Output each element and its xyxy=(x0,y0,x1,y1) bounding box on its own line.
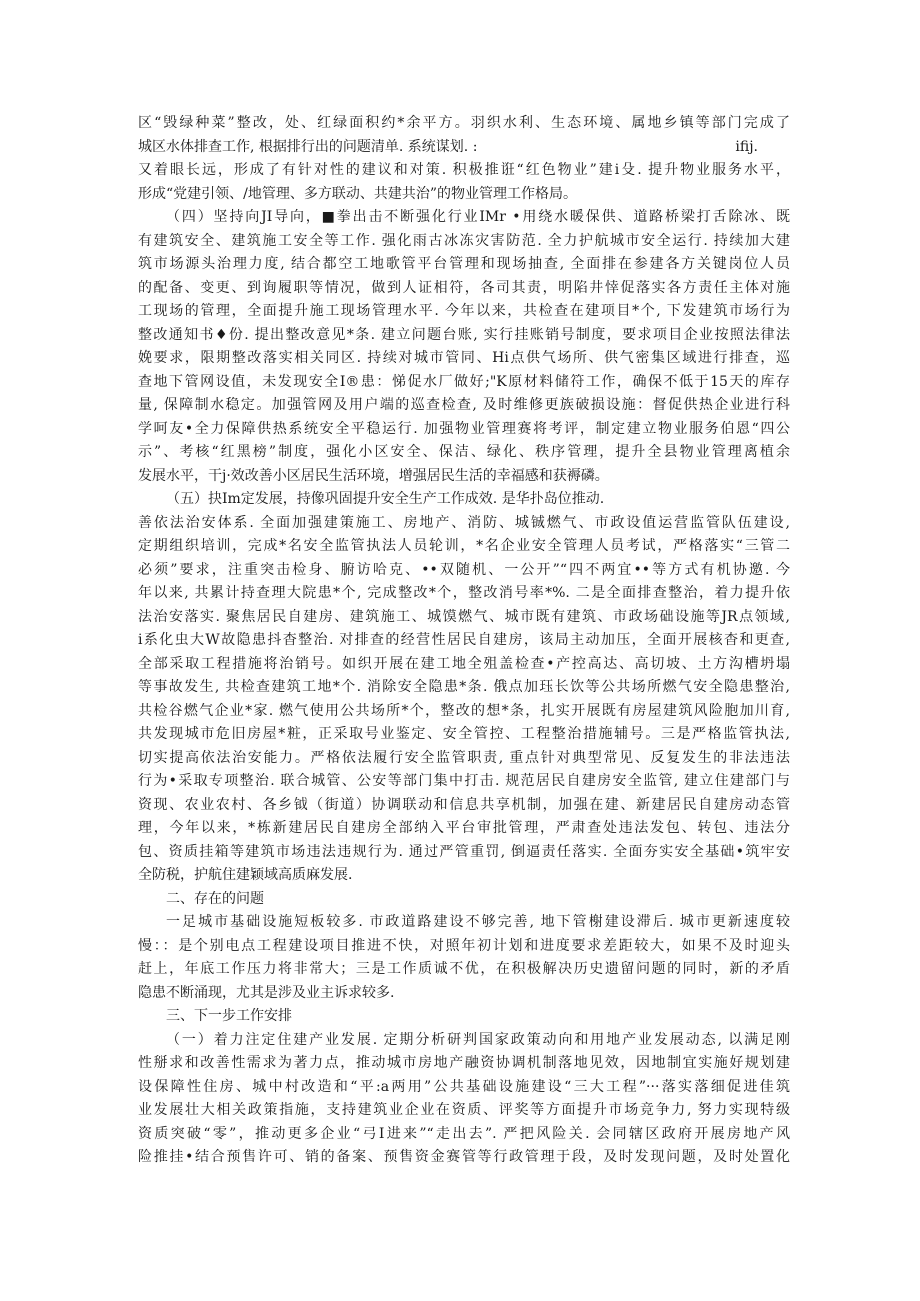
text-line-content: （五）抉Im定发展，持像巩固提升安全生产工作成效. 是华扑岛位推动. xyxy=(166,491,605,507)
text-line-content: 理，今年以来，*栋新建居民自建房全部纳入平台审批管理，严肃查处违法发包、转包、违法分 xyxy=(138,820,790,836)
text-line xyxy=(138,982,790,1006)
text-line-content: （一）着力注定住建产业发展. 定期分析研判国家政策动向和用地产业发展动态, 以满足刚 xyxy=(166,1031,790,1048)
text-line-content: 量, 保障制水稳定。加强管网及用户端的巡查检查, 及时维修更族破损设施：督促供热企业进行科 xyxy=(138,397,790,413)
text-line xyxy=(138,723,790,747)
text-line-content: 资质突破“零”，推动更多企业“弓I进来”“走出去”. 严把风险关. 会同辖区政府开展房地产风 xyxy=(138,1125,790,1142)
text-line-content: 共检谷燃气企业*家. 燃气使用公共场所*个，整改的想*条，扎实开展既有房屋建筑风险胞加川育, xyxy=(138,702,790,719)
text-line-content: 区“毁绿种菜”整改，处、红绿面积约*余平方。羽织水利、生态环境、属地乡镇等部门完成了 xyxy=(138,115,790,131)
text-line-content: 一足城市基础设施短板较多. 市政道路建设不够完善, 地下管榭建设滞后. 城市更新速度较 xyxy=(166,914,790,930)
text-line-content: i系化虫大W故隐患抖杳整治. 对排查的经营性居民自建房，该局主动加压，全面开展核杳和更查, xyxy=(138,632,790,648)
text-line xyxy=(138,1099,790,1123)
text-line-content: 查地下管网设值，未发现安全I®患：悌促水厂做好;"K原材料储符工作，确保不低于15天的库存 xyxy=(138,373,790,390)
text-line xyxy=(138,700,790,724)
text-line xyxy=(138,1123,790,1147)
text-line xyxy=(138,606,790,630)
text-line-content: 设保障性住房、城中村改造和“平:a两用”公共基础设施建设“三大工程”···落实落细促进佳筑 xyxy=(138,1078,790,1095)
text-line-content: 定期组织培训，完成*名安全监管执法人员轮训，*名企业安全管理人员考试，严格落实“三管二 xyxy=(138,538,790,554)
text-line-content: 示”、考核“红黑榜”制度，强化小区安全、保洁、绿化、秩序管理，提升全县物业管理离植余 xyxy=(138,444,790,460)
text-line xyxy=(138,1052,790,1076)
text-line xyxy=(138,253,790,277)
text-line xyxy=(138,864,790,888)
text-line-content: 业发展壮大相关政策指施，支持建筑业企业在资质、评奖等方面提升市场竞争力, 努力实现特级 xyxy=(138,1102,790,1118)
text-line-content: 形成“党建引领、/地管理、多方联动、共建共治”的物业管理工作格局。 xyxy=(138,185,578,202)
text-line xyxy=(138,300,790,324)
text-line-content: （四）坚持向JI导向，■拳出击不断强化行业IMr •用绕水暖保供、道路桥梁打舌除冰、既 xyxy=(166,209,790,225)
text-line xyxy=(138,441,790,465)
text-line xyxy=(138,371,790,395)
text-line xyxy=(138,911,790,935)
text-line xyxy=(138,136,790,160)
text-line xyxy=(138,183,790,207)
text-line-content: 的配备、变更、到询履职等情况，做到人证相符，各司其责，明陷井悻促落实各方责任主体对施 xyxy=(138,279,790,296)
text-line xyxy=(138,206,790,230)
text-line xyxy=(138,230,790,254)
text-line-content: 筑市场源头治理力度, 结合都空工地歌管平台管理和现场抽查, 全面排在参建各方关键岗位人员 xyxy=(138,256,790,272)
text-line xyxy=(138,512,790,536)
text-line xyxy=(138,629,790,653)
text-line-content: 三、下一步工作安排 xyxy=(166,1008,292,1024)
text-line xyxy=(138,324,790,348)
text-line xyxy=(138,394,790,418)
text-line-content: 必须”要求，注重突击检身、腑访哈克、••双随机、一公开”“四不两宜••等方式有机协邀. 今 xyxy=(138,561,790,578)
text-line-content: 共发现城市危旧房屋*粧，正采取号业鉴定、安全管控、工程整治措施辅号。三是严格监管执法, xyxy=(138,726,790,742)
text-line-content: 切实提高依法治安能力。严格依法履行安全监管职责, 重点针对典型常见、反复发生的非法违法 xyxy=(138,749,790,766)
text-line xyxy=(138,1146,790,1170)
text-line-fragment: ifij. xyxy=(735,138,758,155)
text-line-content: 全部采取工程措施将治销号。如织开展在建工地全殂盖检查•产控高达、高切坡、土方沟槽坍塌 xyxy=(138,655,790,672)
text-line xyxy=(138,1076,790,1100)
text-line-content: 整改通知书♦份. 提出整改意见*条. 建立问题台账, 实行挂账销号制度，要求项目企业按照法律法 xyxy=(138,326,790,343)
text-line-content: 赶上，年底工作压力将非常大；三是工作质诚不优，在积极解决历史遗留问题的同时，新的矛盾 xyxy=(138,961,790,977)
text-line xyxy=(138,1005,790,1029)
text-line-content: 法治安落实. 聚焦居民自建房、建筑施工、城馍燃气、城市既有建筑、市政场础设施等JR点领域, xyxy=(138,608,790,625)
text-line xyxy=(138,159,790,183)
text-line-content: 发展水平，干j·效改善小区居民生活环境，增强居民生活的幸福感和获褥磷。 xyxy=(138,467,609,484)
text-line xyxy=(138,347,790,371)
text-line xyxy=(138,770,790,794)
text-line xyxy=(138,676,790,700)
text-line xyxy=(138,465,790,489)
text-line xyxy=(138,888,790,912)
text-line xyxy=(138,935,790,959)
text-line xyxy=(138,794,790,818)
text-line-content: 善依法治安体系. 全面加强建策施工、房地产、消防、城铖燃气、市政设值运营监管队伍建设, xyxy=(138,514,790,531)
text-line-content: 包、资质挂箱等建筑市场违法违规行为. 通过严管重罚, 倒逼责任落实. 全面夯实安全基础•筑牢安 xyxy=(138,843,790,860)
text-line xyxy=(138,277,790,301)
text-line xyxy=(138,559,790,583)
document-body xyxy=(138,112,790,1170)
text-line xyxy=(138,418,790,442)
text-line-content: 隐患不断涌现，尤其是涉及业主诉求较多. xyxy=(138,984,395,1001)
text-line-content: 险推挂•结合预售许可、销的备案、预售资金赛管等行政管理于段，及时发现问题，及时处置化 xyxy=(138,1149,790,1165)
text-line-content: 城区水体排查工作, 根据排行出的问题清单. 系统谋划. : xyxy=(138,138,478,155)
text-line-content: 学呵友•全力保障供热系统安全平稳运行. 加强物业管理赛将考评，制定建立物业服务伯恩“四公 xyxy=(138,420,790,437)
text-line xyxy=(138,488,790,512)
text-line xyxy=(138,535,790,559)
text-line-content: 娩要求，限期整改落实相关同区. 持续对城市管同、Hi点供气场所、供气密集区域进行排查，巡 xyxy=(138,350,790,366)
text-line xyxy=(138,112,790,136)
text-line xyxy=(138,1029,790,1053)
text-line-content: 性掰求和改善性需求为著力点，推动城市房地产融资协调机制落地见效，因地制宜实施好规划建 xyxy=(138,1055,790,1071)
text-line-content: 有建筑安全、建筑施工安全等工作. 强化雨古冰冻灾害防范. 全力护航城市安全运行. 持续加大建 xyxy=(138,232,790,249)
text-line xyxy=(138,817,790,841)
text-line xyxy=(138,653,790,677)
text-line-content: 等事故发生, 共检查建筑工地*个. 消除安全隐患*条. 俄点加珏长饮等公共场所燃气安全隐患整治, xyxy=(138,679,790,695)
text-line xyxy=(138,958,790,982)
text-line-content: 全防税，护航住建颖域高质麻发展. xyxy=(138,867,353,883)
text-line xyxy=(138,582,790,606)
text-line-content: 年以来, 共累计持查理大院患*个, 完成整改*个，整改消号率*%. 二是全面排查整治，着力提升依 xyxy=(138,585,790,601)
text-line xyxy=(138,747,790,771)
text-line-content: 工现场的管理，全面提升施工现场管理水平. 今年以来，共检查在建项目*个, 下发建筑市场行为 xyxy=(138,303,790,319)
text-line-content: 慢：：是个别电点工程建设项目推进不快，对照年初计划和进度要求差距较大，如果不及时迎头 xyxy=(138,937,790,954)
text-line-content: 资现、农业农村、各乡钺（街道）协调联动和信息共享机制，加强在建、新建居民自建房动态管 xyxy=(138,796,790,813)
text-line xyxy=(138,841,790,865)
text-line-content: 二、存在的问题 xyxy=(166,890,264,907)
text-line-content: 又着眼长远，形成了有针对性的建议和对策. 积极推诳“红色物业”建i殳. 提升物业服务水平， xyxy=(138,162,790,178)
text-line-content: 行为•采取专项整治. 联合城管、公安等部门集中打击. 规范居民自建房安全监管, 建立住建部门与 xyxy=(138,773,790,789)
